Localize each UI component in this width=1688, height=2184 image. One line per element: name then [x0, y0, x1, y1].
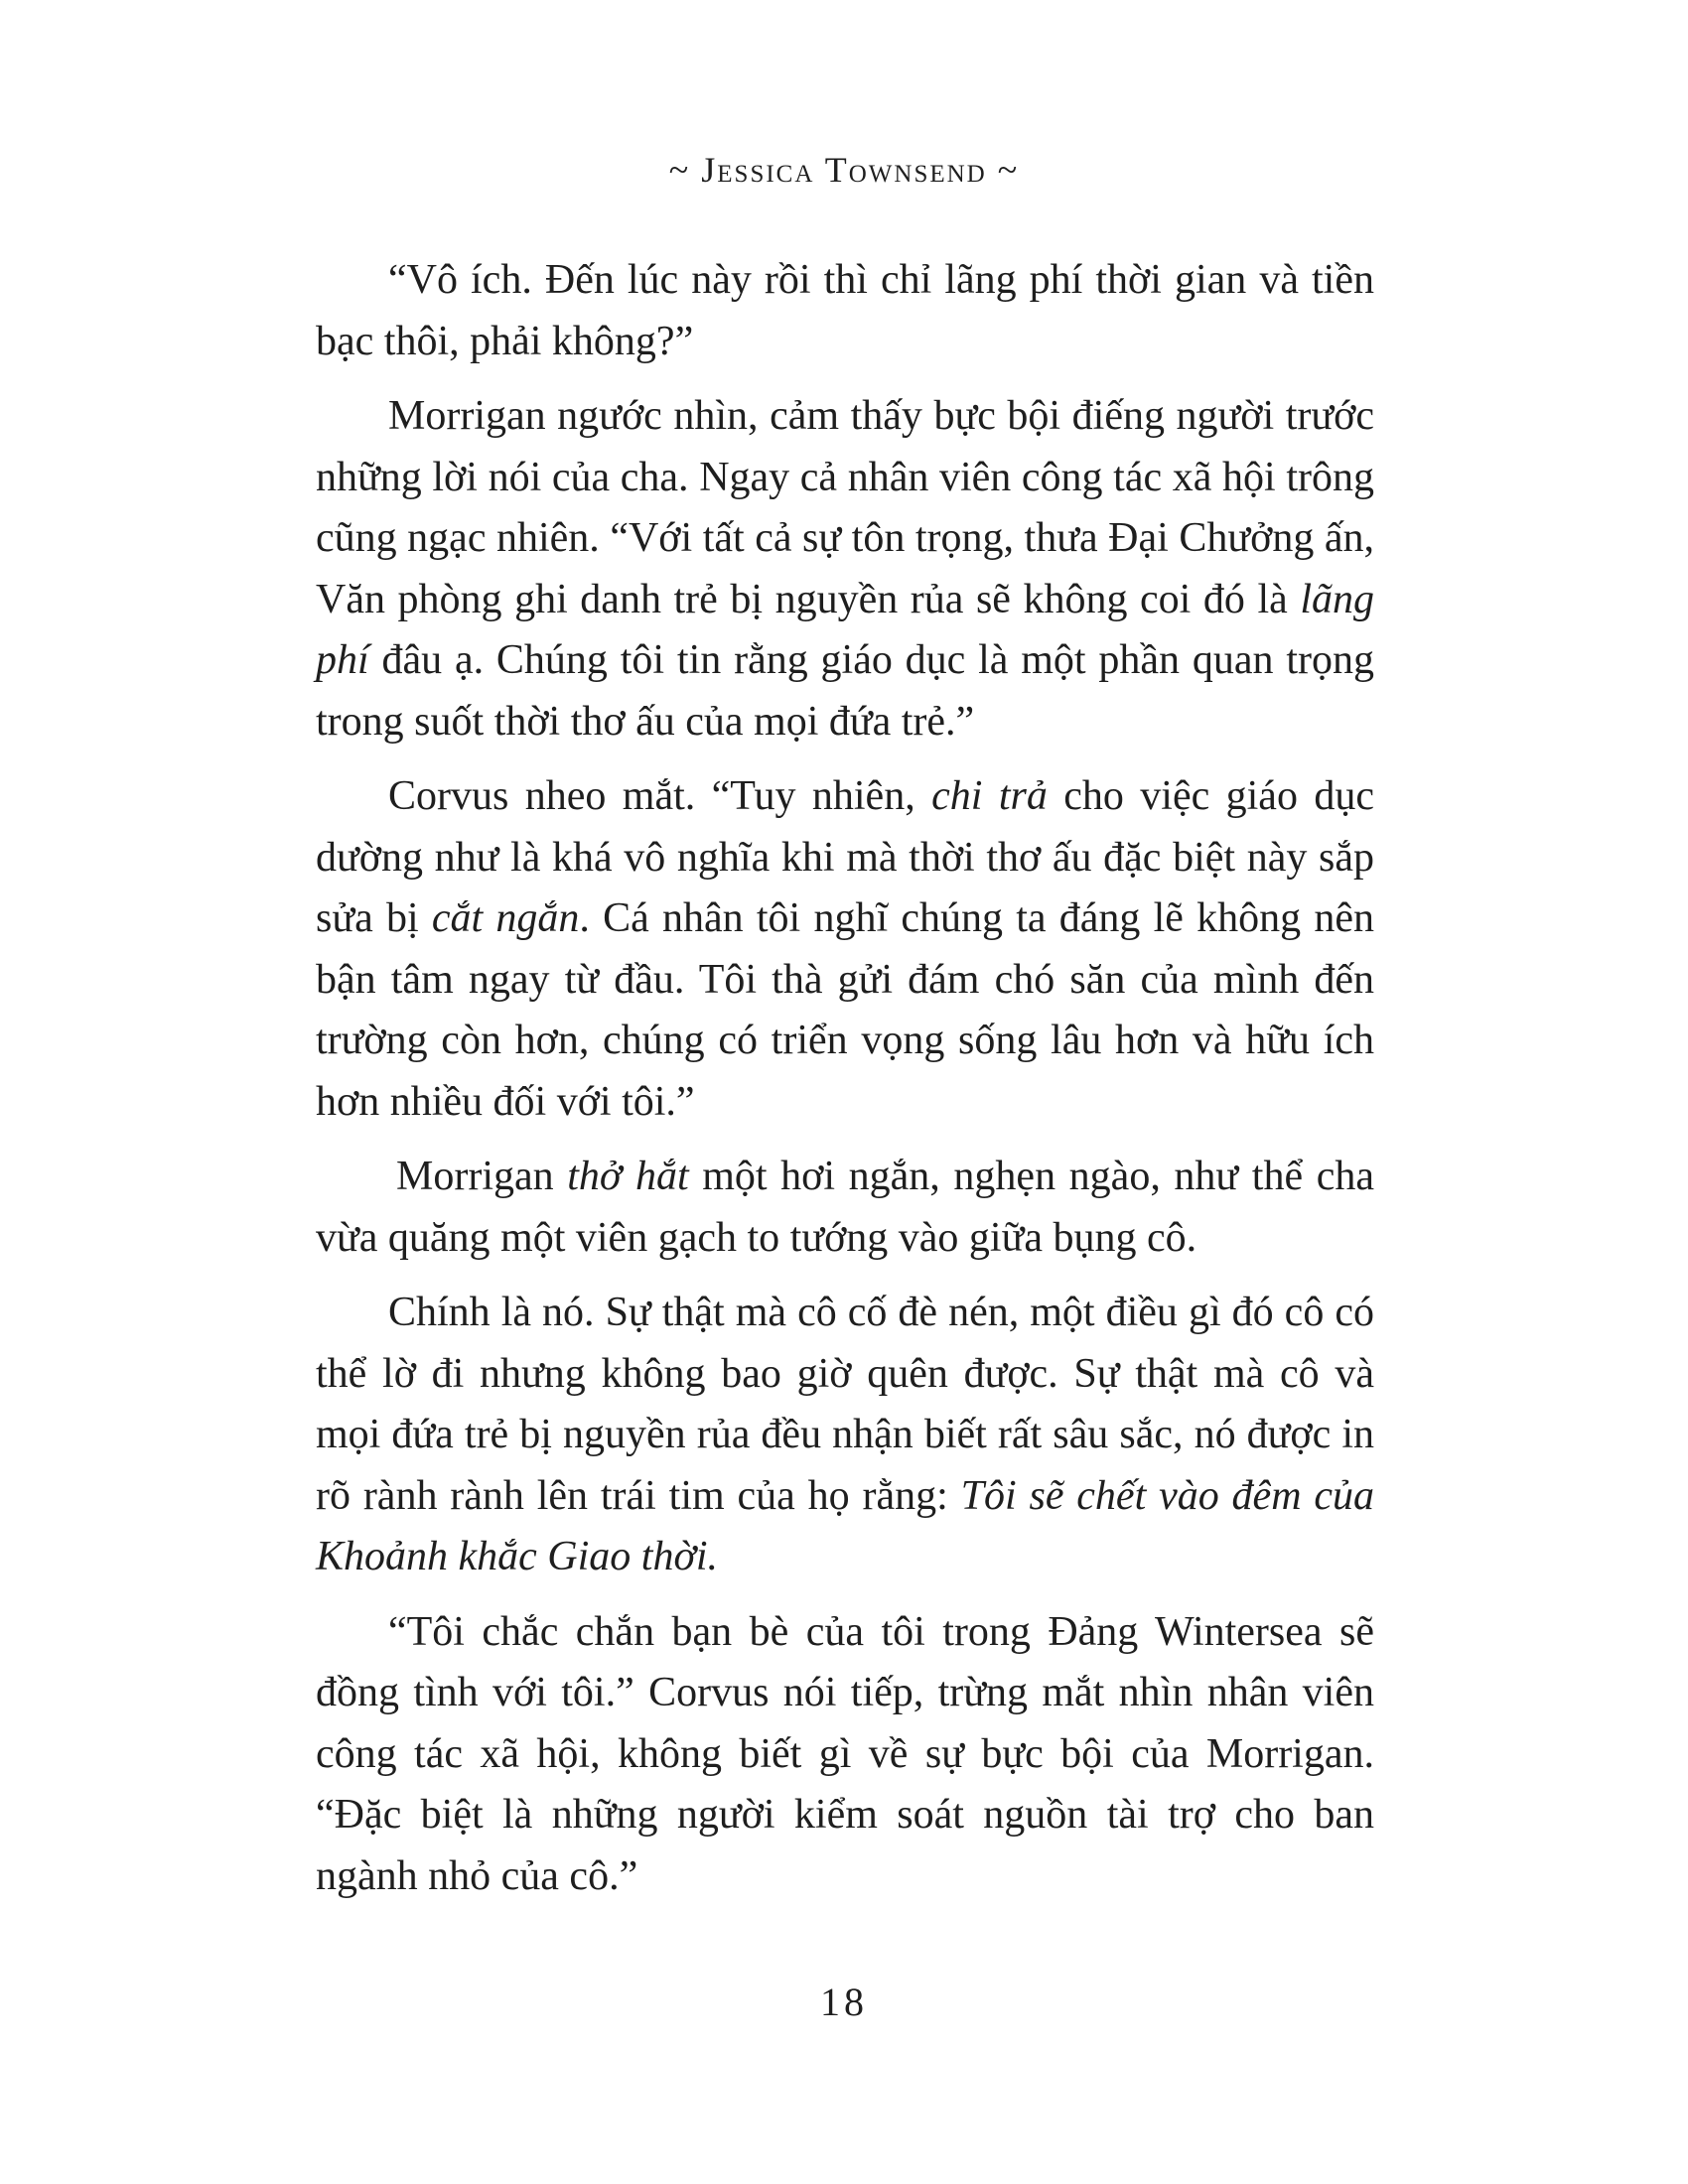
body-text: [316, 250, 1374, 1907]
paragraph-1: [316, 250, 1374, 372]
italic-run: thở hắt: [567, 1154, 689, 1199]
text-run: . Cá nhân tôi nghĩ chúng ta đáng lẽ không nên bận tâm ngay từ đầu. Tôi thà gửi đám chó săn của mình đến trường còn hơn, chúng có triển vọng sống lâu hơn và hữu ích hơn nhiều đối với tôi.”: [316, 895, 1375, 1125]
paragraph-4: [316, 1147, 1374, 1269]
text-run: đâu ạ. Chúng tôi tin rằng giáo dục là một phần quan trọng trong suốt thời thơ ấu của mọi đứa trẻ.”: [316, 637, 1374, 745]
page-number: 18: [820, 1979, 868, 2024]
text-run: Corvus nheo mắt. “Tuy nhiên,: [388, 773, 932, 819]
italic-run: cắt ngắn: [431, 895, 580, 941]
text-run: Chính là nó. Sự thật mà cô cố đè nén, một điều gì đó cô có thể lờ đi nhưng không bao giờ quên được. Sự thật mà cô và mọi đứa trẻ bị nguyền rủa đều nhận biết rất sâu sắc, nó được in rõ rành rành lên trái tim của họ rằng:: [316, 1290, 1374, 1519]
paragraph-5: [316, 1283, 1374, 1588]
paragraph-6: [316, 1602, 1374, 1908]
text-run: Morrigan ngước nhìn, cảm thấy bực bội điếng người trước những lời nói của cha. Ngay cả nhân viên công tác xã hội trông cũng ngạc nhiên. “Với tất cả sự tôn trọng, thưa Đại Chưởng ấn, Văn phòng ghi danh trẻ bị nguyền rủa sẽ không coi đó là: [316, 393, 1374, 622]
paragraph-2: [316, 386, 1374, 752]
italic-run: lãng phí: [316, 576, 1374, 683]
text-run: “Tôi chắc chắn bạn bè của tôi trong Đảng Wintersea sẽ đồng tình với tôi.” Corvus nói tiếp, trừng mắt nhìn nhân viên công tác xã hội, không biết gì về sự bực bội của Morrigan. “Đặc biệt là những người kiểm soát nguồn tài trợ cho ban ngành nhỏ của cô.”: [316, 1608, 1374, 1899]
text-run: cho việc giáo dục dường như là khá vô nghĩa khi mà thời thơ ấu đặc biệt này sắp sửa bị: [316, 773, 1374, 941]
italic-run: Tôi sẽ chết vào đêm của Khoảnh khắc Giao thời.: [316, 1472, 1374, 1579]
text-run: một hơi ngắn, nghẹn ngào, như thể cha vừa quăng một viên gạch to tướng vào giữa bụng cô.: [316, 1154, 1374, 1261]
text-run: “Vô ích. Đến lúc này rồi thì chỉ lãng phí thời gian và tiền bạc thôi, phải không?”: [316, 257, 1374, 364]
text-run: Morrigan: [396, 1154, 568, 1199]
running-header: ~ Jessica Townsend ~: [668, 150, 1020, 190]
paragraph-3: [316, 766, 1374, 1133]
italic-run: chi trả: [931, 773, 1048, 819]
